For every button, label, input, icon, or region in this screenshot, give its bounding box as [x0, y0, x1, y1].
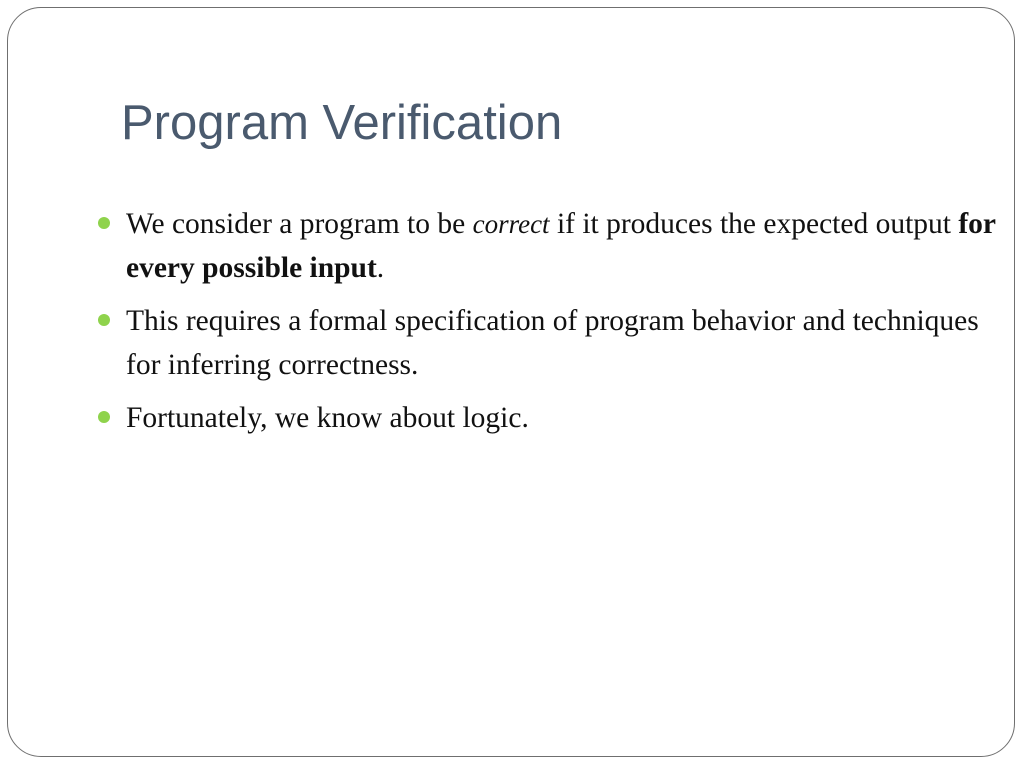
bullet-text-segment: We consider a program to be	[126, 208, 473, 240]
bullet-text-segment: This requires a formal specification of program behavior and techniques for inferring correctness.	[126, 305, 979, 381]
bullet-item	[96, 396, 996, 440]
bullet-text-segment: if it produces the expected output	[549, 208, 959, 240]
bullet-item	[96, 202, 996, 290]
bullet-list	[96, 202, 996, 449]
slide-frame	[7, 7, 1015, 757]
bullet-text-italic: correct	[472, 209, 550, 239]
bullet-text-bold: for every possible input	[126, 208, 996, 284]
bullet-item	[96, 299, 996, 387]
slide-title: Program Verification	[121, 96, 563, 150]
bullet-dot-icon	[98, 217, 110, 229]
bullet-dot-icon	[98, 314, 110, 326]
bullet-text-segment: .	[376, 252, 385, 284]
bullet-dot-icon	[98, 411, 110, 423]
bullet-text-segment: Fortunately, we know about logic.	[126, 402, 529, 434]
